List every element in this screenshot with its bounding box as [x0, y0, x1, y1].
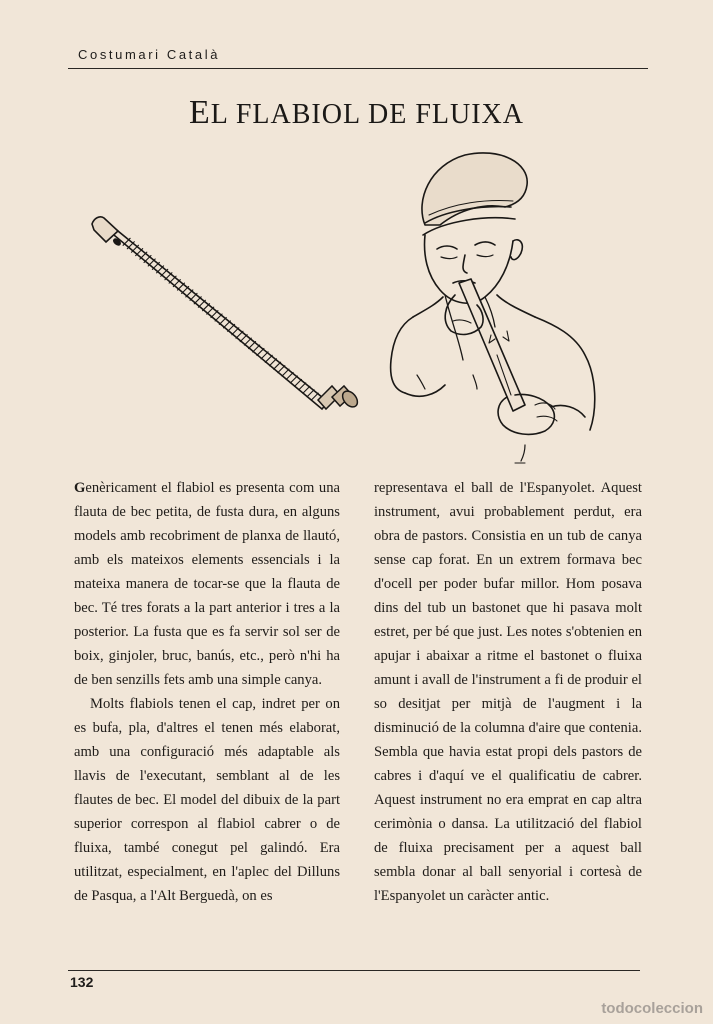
flute-player-drawing — [385, 145, 625, 470]
header-rule — [68, 68, 648, 69]
running-head: Costumari Català — [78, 47, 221, 62]
title-rest: L FLABIOL DE FLUIXA — [210, 99, 524, 130]
text-column-right — [374, 476, 642, 908]
paragraph — [74, 476, 340, 692]
text-column-left — [74, 476, 340, 908]
paragraph: Molts flabiols tenen el cap, indret per on es bufa, pla, d'altres el tenen més elaborat, amb una configuració més adaptable als llavis de l'executant, semblant al de les flautes de bec. El model del dibuix de la part superior correspon al flabiol cabrer o de fluixa, també conegut pel galindó. Era utilitzat, especialment, en l'aplec del Dilluns de Pasqua, a l'Alt Berguedà, on es — [74, 696, 340, 904]
paragraph: representava el ball de l'Espanyolet. Aquest instrument, avui probablement perdut, era obra de pastors. Consistia en un tub de canya sense cap forat. En un extrem formava bec d'ocell per poder bufar millor. Hom posava dins del tub un bastonet que hi pasava molt estret, per bé que just. Les notes s'obtenien en apujar i abaixar a ritme el bastonet o fluixa amunt i avall de l'instrument a fi de produir el so desitjat per mitjà de l'augment i la disminució de la columna d'aire que contenia. Sembla que havia estat propi dels pastors de cabres i d'aquí ve el qualificatiu de cabrer. Aquest instrument no era emprat en cap altra cerimònia o dansa. La utilització del flabiol de fluixa precisament per a aquest ball sembla donar al ball senyorial i cortesà de l'Espanyolet un caràcter antic. — [374, 480, 642, 904]
dropcap: G — [74, 480, 86, 496]
paragraph-text: enèricament el flabiol es presenta com una flauta de bec petita, de fusta dura, en alguns models amb recobriment de planxa de llautó, amb els mateixos elements essencials i la mateixa manera de tocar-se que la flauta de bec. Té tres forats a la part anterior i tres a la posterior. La fusta que es fa servir sol ser de boix, ginjoler, bruc, banús, etc., però n'hi ha de ben senzills fets amb una simple canya. — [74, 480, 340, 688]
title-initial: E — [188, 94, 211, 131]
watermark-logo: todocoleccion — [601, 1000, 703, 1017]
page-title — [0, 94, 713, 132]
footer-rule — [68, 970, 640, 971]
page-number: 132 — [70, 974, 94, 990]
flabiol-flute-drawing — [82, 210, 372, 440]
